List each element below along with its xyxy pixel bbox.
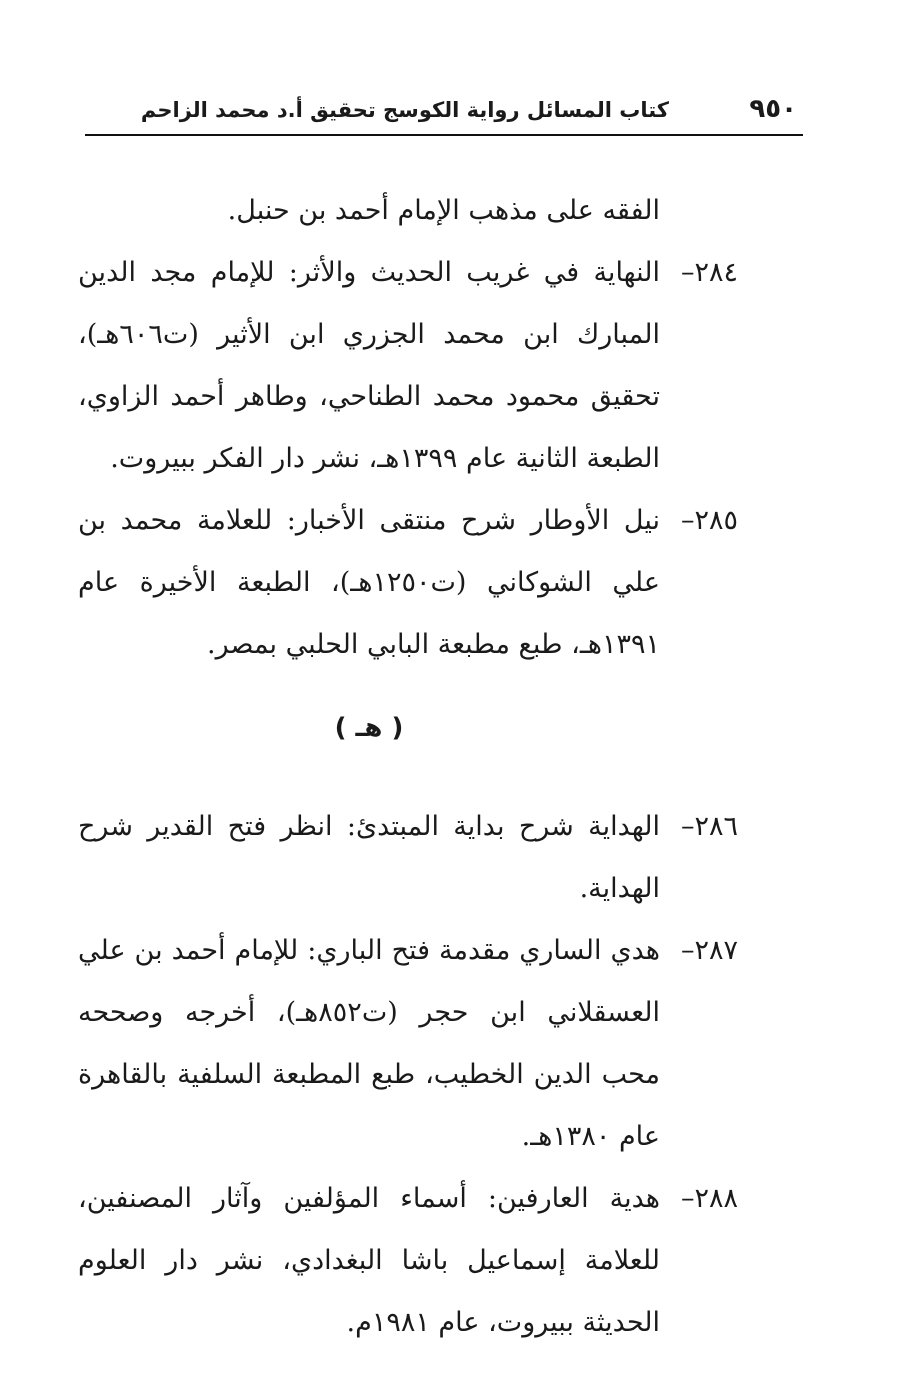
bibliography-entry <box>78 242 738 490</box>
bibliography-entry <box>78 490 738 676</box>
continuation-text: الفقه على مذهب الإمام أحمد بن حنبل. <box>227 195 660 226</box>
entry-number: ٢٨٨– <box>680 1183 738 1214</box>
entry-text: نيل الأوطار شرح منتقى الأخبار: للعلامة محمد بن علي الشوكاني (ت١٢٥٠هـ)، الطبعة الأخيرة عام ١٣٩١هـ، طبع مطبعة البابي الحلبي بمصر. <box>78 505 660 660</box>
entry-text: هدي الساري مقدمة فتح الباري: للإمام أحمد بن علي العسقلاني ابن حجر (ت٨٥٢هـ)، أخرجه وصححه محب الدين الخطيب، طبع المطبعة السلفية بالقاهرة عام ١٣٨٠هـ. <box>78 935 660 1152</box>
entry-text: هدية العارفين: أسماء المؤلفين وآثار المصنفين، للعلامة إسماعيل باشا البغدادي، نشر دار العلوم الحديثة ببيروت، عام ١٩٨١م. <box>78 1183 660 1338</box>
entry-number: ٢٨٤– <box>680 257 738 288</box>
bibliography-entry <box>78 920 738 1168</box>
page-number: ٩٥٠ <box>749 94 797 124</box>
entry-text: الهداية شرح بداية المبتدئ: انظر فتح القدير شرح الهداية. <box>78 811 660 904</box>
bibliography-content <box>78 180 738 1354</box>
entry-number: ٢٨٥– <box>680 505 738 536</box>
section-heading: ( هـ ) <box>334 713 404 743</box>
bibliography-entry <box>78 1168 738 1354</box>
entry-number: ٢٨٦– <box>680 811 738 842</box>
bibliography-entry <box>78 796 738 920</box>
entry-text: النهاية في غريب الحديث والأثر: للإمام مجد الدين المبارك ابن محمد الجزري ابن الأثير (ت٦٠٦هـ)، تحقيق محمود محمد الطناحي، وطاهر أحمد الزاوي، الطبعة الثانية عام ١٣٩٩هـ، نشر دار الفكر ببيروت. <box>78 257 660 474</box>
entry-number: ٢٨٧– <box>680 935 738 966</box>
running-title: كتاب المسائل رواية الكوسج تحقيق أ.د محمد الزاحم <box>140 98 669 122</box>
page-header <box>85 92 803 136</box>
